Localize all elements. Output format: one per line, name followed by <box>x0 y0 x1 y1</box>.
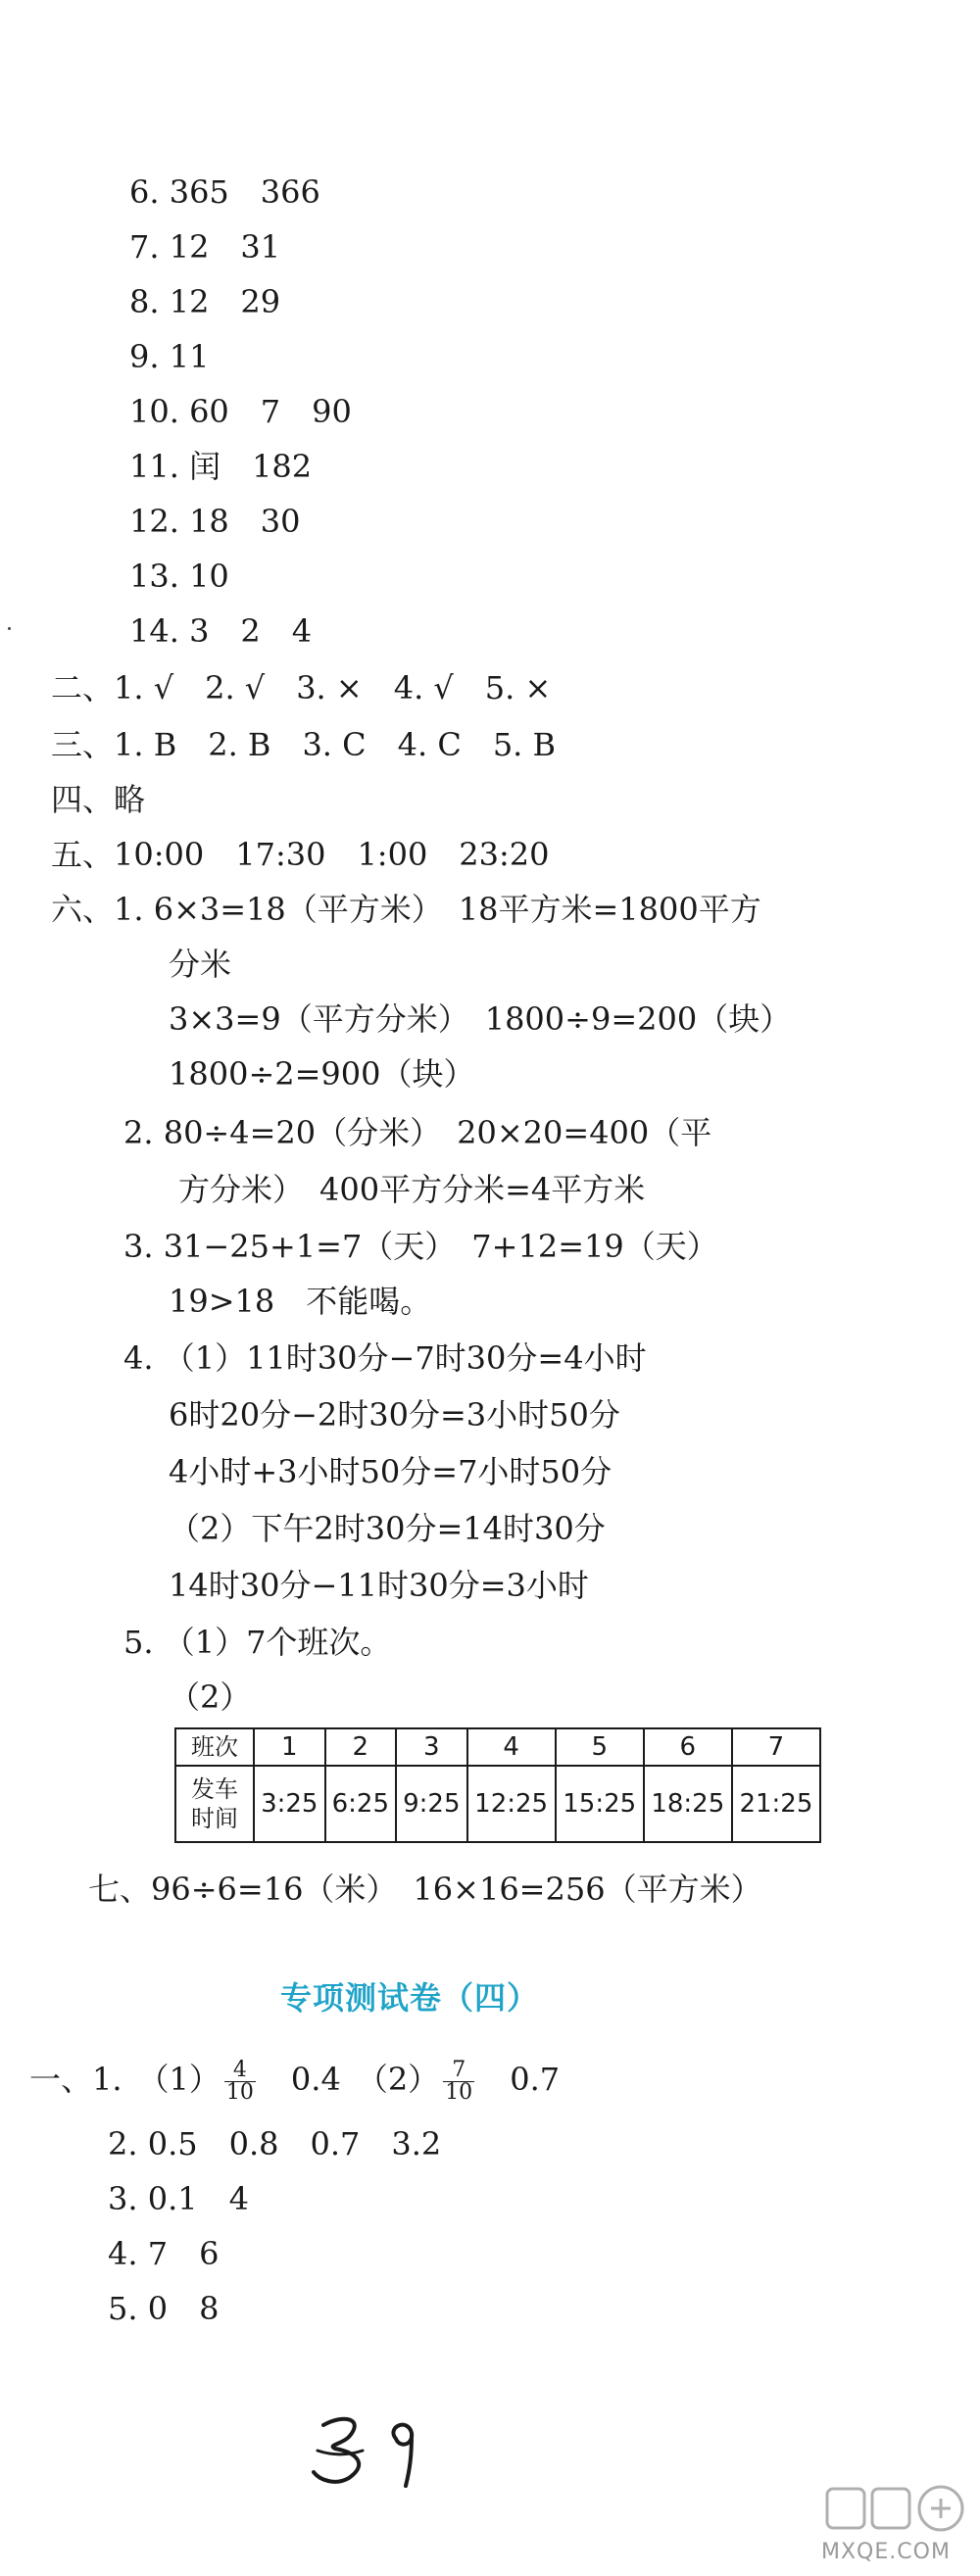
watermark-text: MXQE.COM <box>821 2540 951 2564</box>
liu-3-line-b: 19>18 不能喝。 <box>169 1283 432 1320</box>
schedule-time-6: 18:25 <box>644 1766 732 1842</box>
liu-3-line-a: 3. 31−25+1=7（天） 7+12=19（天） <box>123 1228 718 1265</box>
sec4-line-3: 3. 0.1 4 <box>108 2180 249 2217</box>
sec4-line-2: 2. 0.5 0.8 0.7 3.2 <box>108 2125 442 2163</box>
schedule-header-time <box>175 1766 254 1842</box>
schedule-header-time-b: 时间 <box>191 1805 238 1832</box>
liu-5-line-a: 5. （1）7个班次。 <box>123 1624 392 1661</box>
section-qi-answers: 七、96÷6=16（米） 16×16=256（平方米） <box>88 1871 762 1908</box>
handwritten-number-svg <box>306 2406 433 2494</box>
sec4-line-1-prefix: 一、1. （1） <box>29 2061 220 2098</box>
schedule-header-shift: 班次 <box>175 1728 254 1766</box>
handwritten-page-number <box>306 2406 433 2494</box>
sec4-line-1-mid: 0.4 （2） <box>290 2061 440 2098</box>
answer-line-12: 12. 18 30 <box>129 503 301 540</box>
section-er-answers: 二、1. √ 2. √ 3. × 4. √ 5. × <box>51 669 552 706</box>
fraction-seven-tenths: $\frac{7}{10}$ <box>445 2058 473 2105</box>
fraction-four-tenths: $\frac{4}{10}$ <box>225 2058 254 2105</box>
liu-2-line-b: 方分米） 400平方分米=4平方米 <box>178 1171 646 1208</box>
sec4-line-5: 5. 0 8 <box>108 2290 220 2327</box>
schedule-col-5: 5 <box>556 1728 644 1766</box>
schedule-header-time-a: 发车 <box>191 1775 238 1803</box>
liu-4-line-b: 6时20分−2时30分=3小时50分 <box>169 1396 620 1434</box>
sec4-line-4: 4. 7 6 <box>108 2235 220 2272</box>
schedule-time-1: 3:25 <box>254 1766 325 1842</box>
site-watermark <box>821 2481 978 2571</box>
liu-4-line-d: （2）下午2时30分=14时30分 <box>169 1510 606 1547</box>
liu-1-line-c: 3×3=9（平方分米） 1800÷9=200（块） <box>169 1000 792 1038</box>
answer-line-11: 11. 闰 182 <box>129 448 313 485</box>
sec4-line-1 <box>29 2060 560 2104</box>
stray-dot <box>8 627 11 630</box>
liu-4-line-a: 4. （1）11时30分−7时30分=4小时 <box>123 1339 647 1377</box>
schedule-col-3: 3 <box>396 1728 467 1766</box>
section-title: 专项测试卷（四） <box>280 1979 540 2017</box>
liu-1-line-d: 1800÷2=900（块） <box>169 1055 475 1093</box>
schedule-row-shift <box>175 1728 820 1766</box>
answer-line-6: 6. 365 366 <box>129 173 320 211</box>
schedule-time-5: 15:25 <box>556 1766 644 1842</box>
schedule-time-7: 21:25 <box>732 1766 820 1842</box>
liu-1-line-b: 分米 <box>169 946 232 983</box>
liu-1-line-a: 六、1. 6×3=18（平方米） 18平方米=1800平方 <box>51 891 761 928</box>
liu-4-line-c: 4小时+3小时50分=7小时50分 <box>169 1453 612 1490</box>
schedule-col-1: 1 <box>254 1728 325 1766</box>
schedule-col-7: 7 <box>732 1728 820 1766</box>
schedule-row-time <box>175 1766 820 1842</box>
watermark-logo-icon <box>821 2481 978 2540</box>
section-si-answers: 四、略 <box>51 781 146 818</box>
sec4-line-1-end: 0.7 <box>510 2061 561 2098</box>
bus-schedule-table <box>174 1727 821 1843</box>
liu-2-line-a: 2. 80÷4=20（分米） 20×20=400（平 <box>123 1114 712 1151</box>
answer-line-9: 9. 11 <box>129 338 210 375</box>
schedule-col-6: 6 <box>644 1728 732 1766</box>
answer-line-10: 10. 60 7 90 <box>129 393 352 430</box>
answer-line-7: 7. 12 31 <box>129 228 281 266</box>
schedule-time-3: 9:25 <box>396 1766 467 1842</box>
answer-line-8: 8. 12 29 <box>129 283 281 320</box>
schedule-col-2: 2 <box>325 1728 397 1766</box>
liu-5-line-b: （2） <box>169 1678 252 1716</box>
section-san-answers: 三、1. B 2. B 3. C 4. C 5. B <box>51 726 557 763</box>
answer-line-14: 14. 3 2 4 <box>129 612 313 650</box>
liu-4-line-e: 14时30分−11时30分=3小时 <box>169 1567 589 1604</box>
schedule-col-4: 4 <box>467 1728 556 1766</box>
schedule-time-4: 12:25 <box>467 1766 556 1842</box>
section-wu-answers: 五、10:00 17:30 1:00 23:20 <box>51 836 550 873</box>
schedule-time-2: 6:25 <box>325 1766 397 1842</box>
answer-line-13: 13. 10 <box>129 558 229 595</box>
